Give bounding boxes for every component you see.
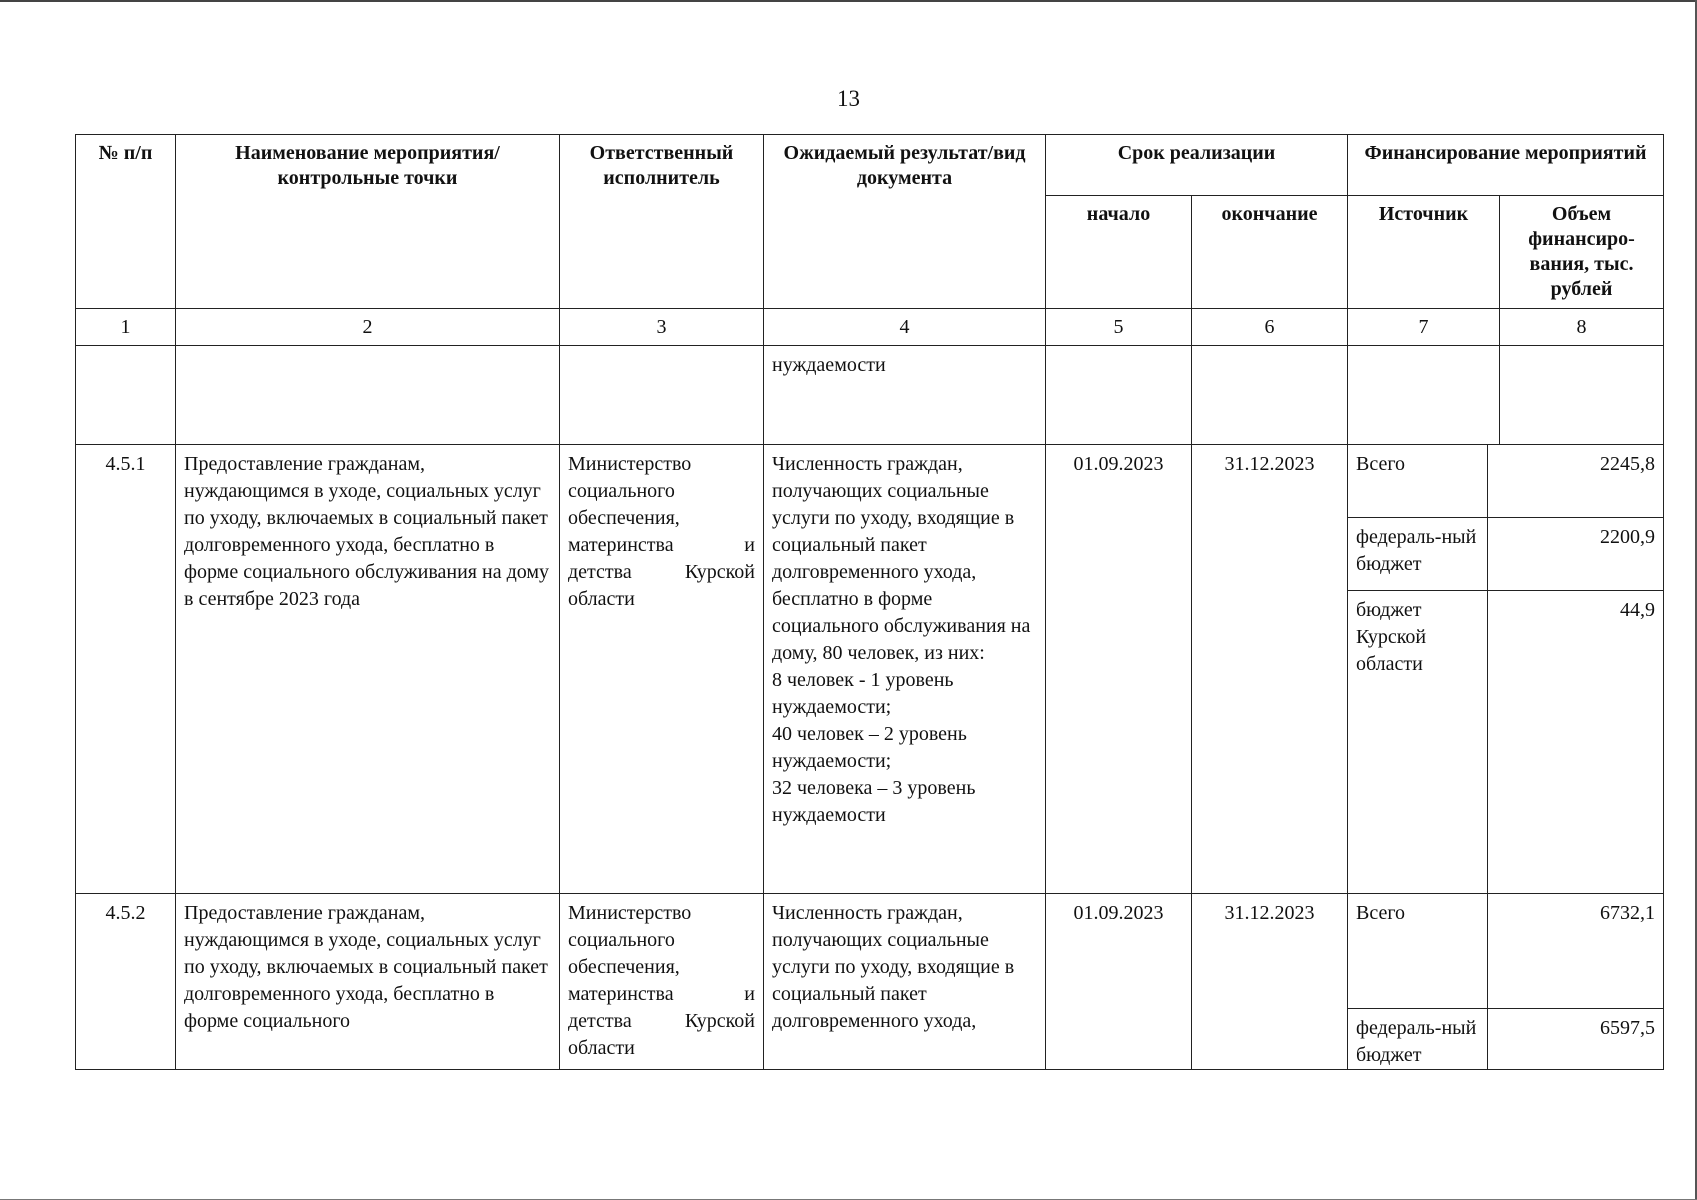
header-term-end: окончание [1192, 196, 1348, 309]
header-term-start: начало [1046, 196, 1192, 309]
column-number: 6 [1192, 309, 1348, 346]
fin-amount: 6732,1 [1600, 902, 1656, 924]
row-expected-result: Численность граждан, получающих социальные услуги по уходу, входящие в социальный пакет долговременного ухода, [764, 894, 1046, 1070]
scan-edge-top [0, 0, 1697, 2]
header-fin-amount: Объем финансиро-вания, тыс. рублей [1500, 196, 1664, 309]
table-row [76, 894, 1664, 1070]
header-row [76, 135, 1664, 196]
row-responsible: Министерство социального обеспечения, материнства и детства Курской области [560, 445, 764, 894]
fin-source: Всего [1348, 894, 1488, 1008]
fin-block [1348, 445, 1663, 518]
continuation-result: нуждаемости [764, 346, 1046, 445]
row-activity-name: Предоставление гражданам, нуждающимся в уходе, социальных услуг по уходу, включаемых в социальный пакет долговременного ухода, бесплатно в форме социального обслуживания на дому в сентябре 2023 года [176, 445, 560, 894]
page-number: 13 [837, 86, 860, 111]
header-responsible: Ответственный исполнитель [560, 135, 764, 309]
fin-block [1348, 518, 1663, 591]
fin-source: федераль-ный бюджет [1348, 518, 1488, 590]
row-financing [1348, 445, 1664, 894]
row-start-date: 01.09.2023 [1046, 445, 1192, 894]
column-number: 8 [1500, 309, 1664, 346]
header-name: Наименование мероприятия/ контрольные точки [176, 135, 560, 309]
fin-amount: 2245,8 [1600, 453, 1656, 475]
fin-amount: 2200,9 [1600, 526, 1656, 548]
column-number: 2 [176, 309, 560, 346]
fin-source: Всего [1348, 445, 1488, 517]
row-number: 4.5.1 [76, 445, 176, 894]
row-activity-name: Предоставление гражданам, нуждающимся в уходе, социальных услуг по уходу, включаемых в социальный пакет долговременного ухода, бесплатно в форме социального [176, 894, 560, 1070]
fin-block [1348, 894, 1663, 1009]
header-fin-source: Источник [1348, 196, 1500, 309]
row-number: 4.5.2 [76, 894, 176, 1070]
column-number: 7 [1348, 309, 1500, 346]
fin-amount: 6597,5 [1600, 1017, 1656, 1039]
row-expected-result: Численность граждан, получающих социальные услуги по уходу, входящие в социальный пакет долговременного ухода, бесплатно в форме социального обслуживания на дому, 80 человек, из них: 8 человек - 1 уровень нуждаемости; 40 человек – 2 уровень нуждаемости; 32 человека – 3 уровень нуждаемости [764, 445, 1046, 894]
column-number: 3 [560, 309, 764, 346]
fin-amount: 44,9 [1620, 599, 1656, 621]
row-financing [1348, 894, 1664, 1070]
header-result: Ожидаемый результат/вид документа [764, 135, 1046, 309]
header-term: Срок реализации [1046, 135, 1348, 196]
header-financing: Финансирование мероприятий [1348, 135, 1664, 196]
fin-block [1348, 1009, 1663, 1069]
column-number: 4 [764, 309, 1046, 346]
header-num: № п/п [76, 135, 176, 309]
fin-block [1348, 591, 1663, 893]
row-end-date: 31.12.2023 [1192, 894, 1348, 1070]
row-responsible: Министерство социального обеспечения, материнства и детства Курской области [560, 894, 764, 1070]
activities-table [75, 134, 1664, 1070]
continuation-row [76, 346, 1664, 445]
table-row [76, 445, 1664, 894]
column-numbers-row [76, 309, 1664, 346]
column-number: 5 [1046, 309, 1192, 346]
column-number: 1 [76, 309, 176, 346]
fin-source: бюджет Курской области [1348, 591, 1488, 893]
row-start-date: 01.09.2023 [1046, 894, 1192, 1070]
fin-source: федераль-ный бюджет [1348, 1009, 1488, 1069]
row-end-date: 31.12.2023 [1192, 445, 1348, 894]
